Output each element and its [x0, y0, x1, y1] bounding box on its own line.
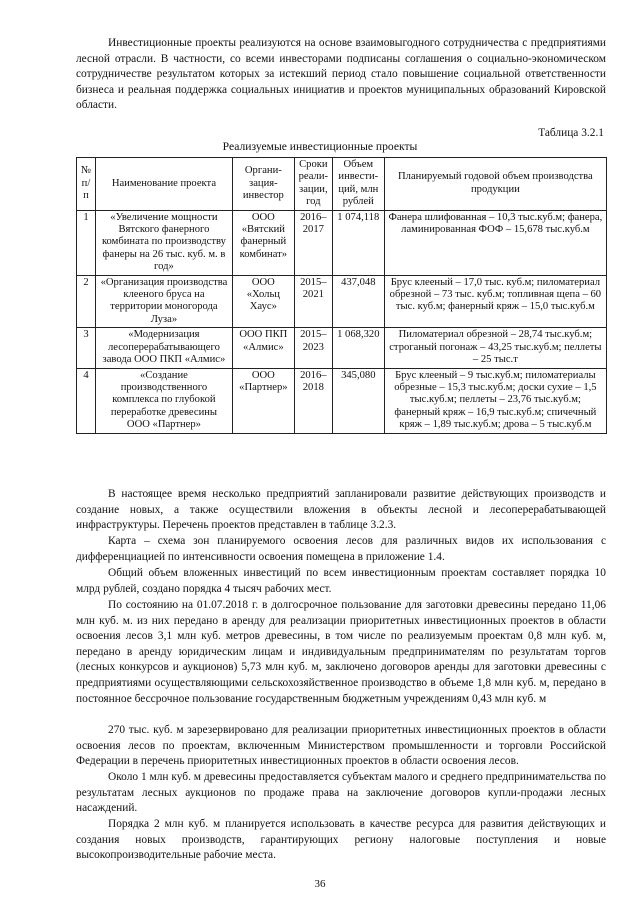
- cell-name: «Создание производственного комплекса по глубокой переработке древесины ООО «Партнер»: [95, 368, 232, 433]
- intro-paragraph: Инвестиционные проекты реализуются на основе взаимовыгодного сотрудничества с предприятиями лесной отрасли. В частности, со всеми инвесторами подписаны соглашения о социально-экономическом сотрудничестве результатом которых за истекший период стало повышение социальной ответственности бизнеса и реальная поддержка социальных инициатив и проектов муниципальных образований Кировской области.: [76, 37, 606, 112]
- cell-volume: 1 068,320: [332, 328, 384, 368]
- cell-name: «Модернизация лесоперерабатывающего завода ООО ПКП «Алмис»: [95, 328, 232, 368]
- cell-years: 2016–2018: [294, 368, 332, 433]
- page-number: 36: [314, 878, 326, 890]
- cell-name: «Увеличение мощности Вятского фанерного комбината по производству фанеры на 26 тыс. куб. м. в год»: [95, 210, 232, 275]
- body-paragraph: По состоянию на 01.07.2018 г. в долгосрочное пользование для заготовки древесины передано 11,06 млн куб. м. из них передано в аренду для реализации приоритетных инвестиционных проектов в области освоения лесов 3,1 млн куб. метров древесины, в том числе по реализуемым проектам 0,8 млн куб. м, передано в аренду юридическим лицам и индивидуальным предпринимателям по результатам торгов (лесных конкурсов и аукционов) 5,73 млн куб. м, заключено договоров аренды для заготовки древесины с предприятиями осуществляющими сельскохозяйственное производство в объеме 1,8 млн куб. м, передано в постоянное бессрочное пользование государственным бюджетным учреждениям 0,43 млн куб. м: [76, 599, 606, 705]
- table-row: [77, 328, 607, 368]
- cell-num: 2: [77, 275, 96, 328]
- header-num: № п/п: [77, 158, 96, 211]
- body-paragraph: Общий объем вложенных инвестиций по всем инвестиционным проектам составляет порядка 10 млрд рублей, создано порядка 4 тысяч рабочих мест.: [76, 567, 606, 595]
- cell-output: Фанера шлифованная – 10,3 тыс.куб.м; фанера, ламинированная ФОФ – 15,678 тыс.куб.м: [384, 210, 606, 275]
- header-volume: Объем инвести-ций, млн рублей: [332, 158, 384, 211]
- header-org: Органи-зация-инвестор: [232, 158, 294, 211]
- body-paragraph: Порядка 2 млн куб. м планируется использовать в качестве ресурса для развития действующих и создания новых производств, гарантирующих региону налоговые поступления и новые высокопроизводительные рабочие места.: [76, 818, 606, 862]
- cell-org: ООО ПКП «Алмис»: [232, 328, 294, 368]
- cell-years: 2015–2023: [294, 328, 332, 368]
- cell-org: ООО «Партнер»: [232, 368, 294, 433]
- cell-num: 3: [77, 328, 96, 368]
- cell-org: ООО «Вятский фанерный комбинат»: [232, 210, 294, 275]
- cell-years: 2016–2017: [294, 210, 332, 275]
- table-title: Реализуемые инвестиционные проекты: [222, 140, 418, 153]
- body-paragraph: Карта – схема зон планируемого освоения лесов для различных видов их использования с дифференциацией по интенсивности освоения помещена в приложение 1.4.: [76, 535, 606, 563]
- body-paragraph: Около 1 млн куб. м древесины предоставляется субъектам малого и среднего предпринимательства по результатам лесных аукционов по продаже права на заключение договоров купли-продажи лесных насаждений.: [76, 771, 606, 815]
- projects-table: [76, 157, 607, 434]
- table-header-row: [77, 158, 607, 211]
- header-years: Сроки реали-зации, год: [294, 158, 332, 211]
- cell-name: «Организация производства клееного бруса на территории моногорода Луза»: [95, 275, 232, 328]
- cell-volume: 1 074,118: [332, 210, 384, 275]
- table-row: [77, 368, 607, 433]
- body-paragraph: 270 тыс. куб. м зарезервировано для реализации приоритетных инвестиционных проектов в области освоения лесов по проектам, включенным Министерством промышленности и торговли Российской Федерации в перечень приоритетных инвестиционных проектов в области освоения лесов.: [76, 724, 606, 768]
- table-label: Таблица 3.2.1: [538, 127, 604, 139]
- table-row: [77, 275, 607, 328]
- cell-org: ООО «Хольц Хаус»: [232, 275, 294, 328]
- header-name: Наименование проекта: [95, 158, 232, 211]
- cell-output: Брус клееный – 9 тыс.куб.м; пиломатериалы обрезные – 15,3 тыс.куб.м; доски сухие – 1,5 тыс.куб.м; пеллеты – 23,76 тыс.куб.м; фанерный кряж – 16,9 тыс.куб.м; спичечный кряж – 1,89 тыс.куб.м; дрова – 5 тыс.куб.м: [384, 368, 606, 433]
- cell-num: 4: [77, 368, 96, 433]
- cell-num: 1: [77, 210, 96, 275]
- table-row: [77, 210, 607, 275]
- header-output: Планируемый годовой объем производства продукции: [384, 158, 606, 211]
- body-paragraph: В настоящее время несколько предприятий запланировали развитие действующих производств и создание новых, а также осуществили вложения в объекты лесной и лесоперерабатывающей инфраструктуры. Перечень проектов представлен в таблице 3.2.3.: [76, 488, 606, 532]
- cell-output: Брус клееный – 17,0 тыс. куб.м; пиломатериал обрезной – 73 тыс. куб.м; топливная щепа – 60 тыс. куб.м; фанерный кряж – 15,0 тыс.куб.м: [384, 275, 606, 328]
- cell-volume: 437,048: [332, 275, 384, 328]
- cell-volume: 345,080: [332, 368, 384, 433]
- cell-years: 2015–2021: [294, 275, 332, 328]
- cell-output: Пиломатериал обрезной – 28,74 тыс.куб.м; строганый погонаж – 43,25 тыс.куб.м; пеллеты – 25 тыс.т: [384, 328, 606, 368]
